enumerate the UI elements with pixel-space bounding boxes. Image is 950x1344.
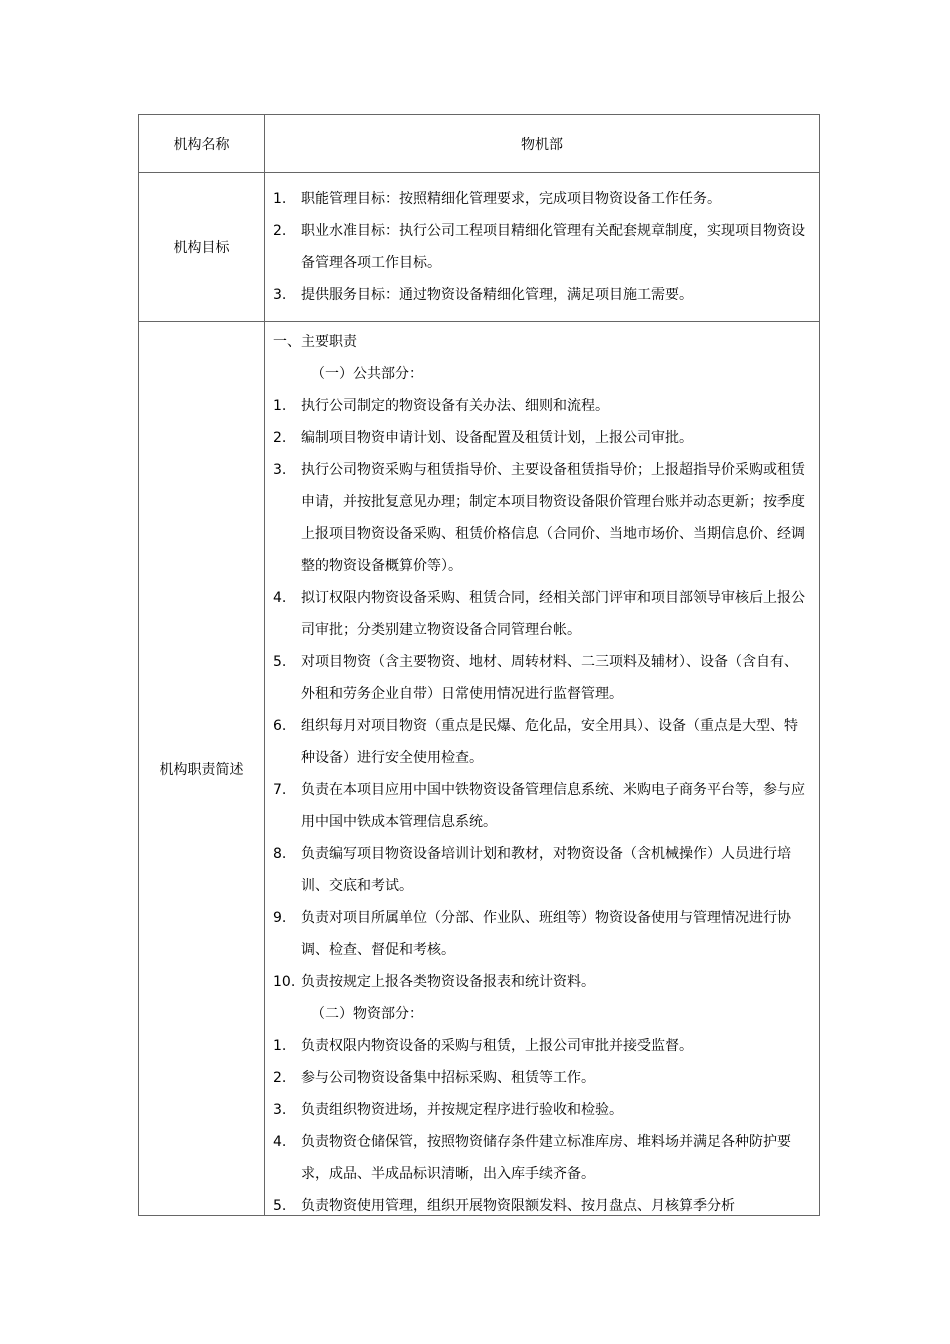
org-goal-label: 机构目标 [139,173,265,322]
public-duty-item-number: 6. [273,718,287,734]
public-duty-item-text: 负责编写项目物资设备培训计划和教材，对物资设备（含机械操作）人员进行培训、交底和考试。 [301,846,791,894]
public-duty-item-number: 8. [273,846,287,862]
goal-item-text: 职业水准目标：执行公司工程项目精细化管理有关配套规章制度，实现项目物资设备管理各项工作目标。 [301,223,805,271]
goal-item [273,183,809,215]
public-duty-item-text: 对项目物资（含主要物资、地材、周转材料、二三项料及辅材）、设备（含自有、外租和劳务企业自带）日常使用情况进行监督管理。 [301,654,798,702]
org-name-row [139,115,820,173]
duty-clip [265,322,819,1215]
goal-item-text: 提供服务目标：通过物资设备精细化管理，满足项目施工需要。 [301,287,693,303]
public-duty-item-number: 5. [273,654,287,670]
material-section-title: （二）物资部分： [311,1006,423,1022]
material-duty-item-number: 5. [273,1198,287,1214]
public-duty-item-number: 9. [273,910,287,926]
material-duty-item-text: 负责物资使用管理，组织开展物资限额发料、按月盘点、月核算季分析 [301,1198,735,1214]
public-duty-item [273,646,809,710]
material-list [273,1030,809,1215]
material-duty-item [273,1190,809,1215]
org-info-table [138,114,820,1216]
goal-list [265,173,819,321]
public-duty-item-number: 7. [273,782,287,798]
material-duty-item [273,1094,809,1126]
material-duty-item [273,1126,809,1190]
public-duty-item-number: 3. [273,462,287,478]
org-duty-row [139,322,820,1216]
material-duty-item-number: 2. [273,1070,287,1086]
org-duty-cell [265,322,820,1216]
org-name-label: 机构名称 [139,115,265,173]
public-duty-item [273,902,809,966]
public-duty-item [273,774,809,838]
duty-content [265,322,819,1215]
goal-item-number: 2. [273,223,287,239]
material-duty-item-number: 1. [273,1038,287,1054]
public-duty-item-number: 2. [273,430,287,446]
public-duty-item-text: 负责按规定上报各类物资设备报表和统计资料。 [301,974,595,990]
public-duty-item-text: 编制项目物资申请计划、设备配置及租赁计划，上报公司审批。 [301,430,693,446]
material-duty-item [273,1030,809,1062]
duty-heading: 一、主要职责 [273,334,357,350]
material-duty-item-text: 负责物资仓储保管，按照物资储存条件建立标准库房、堆料场并满足各种防护要求，成品、半成品标识清晰，出入库手续齐备。 [301,1134,791,1182]
goal-item [273,215,809,279]
public-duty-item-text: 执行公司制定的物资设备有关办法、细则和流程。 [301,398,609,414]
public-duty-item [273,838,809,902]
goal-item-number: 1. [273,191,287,207]
public-duty-item [273,710,809,774]
public-duty-item-text: 拟订权限内物资设备采购、租赁合同，经相关部门评审和项目部领导审核后上报公司审批；分类别建立物资设备合同管理台帐。 [301,590,805,638]
public-duty-item-number: 4. [273,590,287,606]
org-duty-label: 机构职责简述 [139,322,265,1216]
public-duty-item-text: 负责在本项目应用中国中铁物资设备管理信息系统、米购电子商务平台等，参与应用中国中铁成本管理信息系统。 [301,782,805,830]
public-duty-item [273,422,809,454]
material-duty-item-number: 4. [273,1134,287,1150]
public-duty-item [273,582,809,646]
org-goal-row [139,173,820,322]
public-section-title: （一）公共部分： [311,366,423,382]
goal-item [273,279,809,311]
public-duty-item [273,966,809,998]
goal-item-number: 3. [273,287,287,303]
public-duty-item-number: 10. [273,974,296,990]
org-name-value: 物机部 [265,115,820,173]
material-duty-item-number: 3. [273,1102,287,1118]
public-duty-item-text: 执行公司物资采购与租赁指导价、主要设备租赁指导价；上报超指导价采购或租赁申请，并按批复意见办理；制定本项目物资设备限价管理台账并动态更新；按季度上报项目物资设备采购、租赁价格信息（合同价、当地市场价、当期信息价、经调整的物资设备概算价等）。 [301,462,805,574]
public-duty-item-text: 负责对项目所属单位（分部、作业队、班组等）物资设备使用与管理情况进行协调、检查、督促和考核。 [301,910,791,958]
material-duty-item-text: 负责权限内物资设备的采购与租赁，上报公司审批并接受监督。 [301,1038,693,1054]
material-duty-item [273,1062,809,1094]
public-duty-item-number: 1. [273,398,287,414]
public-list [273,390,809,998]
goal-item-text: 职能管理目标：按照精细化管理要求，完成项目物资设备工作任务。 [301,191,721,207]
public-duty-item-text: 组织每月对项目物资（重点是民爆、危化品，安全用具）、设备（重点是大型、特种设备）进行安全使用检查。 [301,718,798,766]
public-duty-item [273,454,809,582]
org-goal-cell [265,173,820,322]
material-duty-item-text: 负责组织物资进场，并按规定程序进行验收和检验。 [301,1102,623,1118]
public-duty-item [273,390,809,422]
material-duty-item-text: 参与公司物资设备集中招标采购、租赁等工作。 [301,1070,595,1086]
